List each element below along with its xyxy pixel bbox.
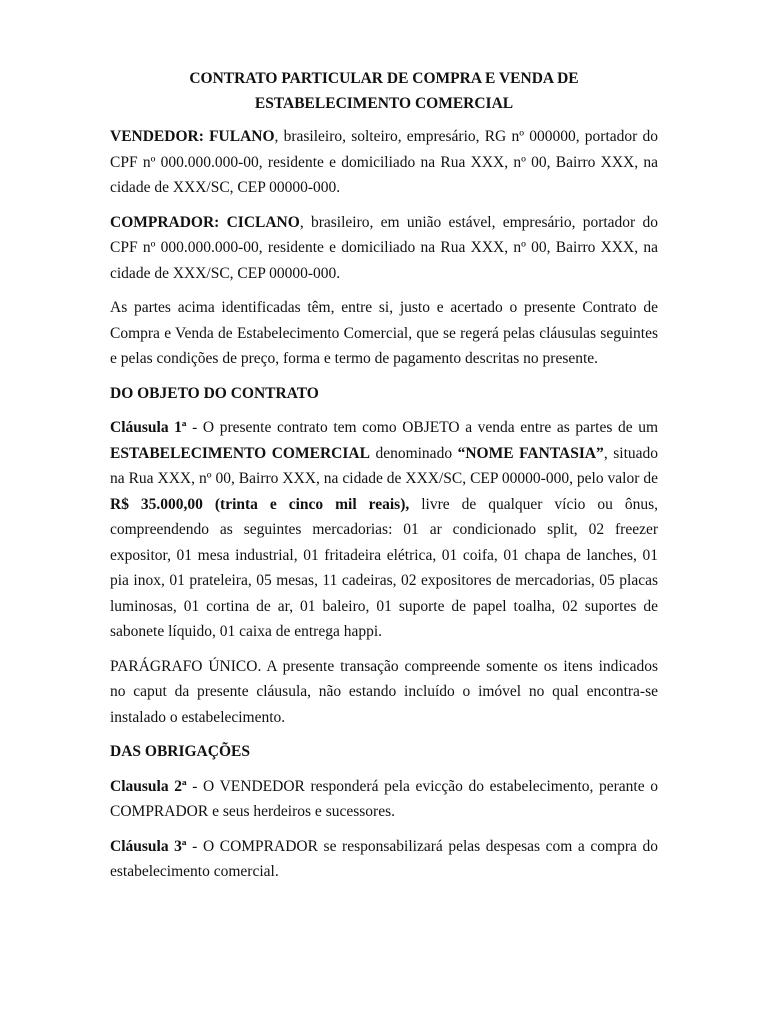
clause-1-text-2: denominado	[369, 444, 458, 462]
clause-2-label: Clausula 2ª	[110, 777, 187, 795]
buyer-label: COMPRADOR: CICLANO	[110, 213, 300, 231]
clause-3-paragraph	[110, 834, 658, 885]
title-line-1: CONTRATO PARTICULAR DE COMPRA E VENDA DE	[189, 70, 579, 87]
clause-1-paragraph	[110, 415, 658, 645]
clause-3-label: Cláusula 3ª	[110, 837, 187, 855]
seller-label: VENDEDOR: FULANO	[110, 128, 275, 145]
document-title	[110, 66, 658, 116]
clause-1-text-4: livre de qualquer vício ou ônus, compreendendo as seguintes mercadorias: 01 ar condicionado split, 02 freezer expositor, 01 mesa industrial, 01 fritadeira elétrica, 01 coifa, 01 chapa de lanches, 01 pia inox, 01 prateleira, 05 mesas, 11 cadeiras, 02 expositores de mercadorias, 05 placas luminosas, 01 cortina de ar, 01 baleiro, 01 suporte de papel toalha, 02 suportes de sabonete líquido, 01 caixa de entrega happi.	[110, 495, 658, 640]
seller-paragraph	[110, 124, 658, 201]
clause-3-text: - O COMPRADOR se responsabilizará pelas despesas com a compra do estabelecimento comercial.	[110, 837, 658, 880]
seller-text: , brasileiro, solteiro, empresário, RG nº 000000, portador do CPF nº 000.000.000-00, residente e domiciliado na Rua XXX, nº 00, Bairro XXX, na cidade de XXX/SC, CEP 00000-000.	[110, 128, 658, 196]
clause-1-text-1: - O presente contrato tem como OBJETO a venda entre as partes de um	[186, 419, 658, 436]
clause-2-text: - O VENDEDOR responderá pela evicção do estabelecimento, perante o COMPRADOR e seus herdeiros e sucessores.	[110, 777, 659, 820]
sole-paragraph: PARÁGRAFO ÚNICO. A presente transação compreende somente os itens indicados no caput da presente cláusula, não estando incluído o imóvel no qual encontra-se instalado o estabelecimento.	[110, 657, 658, 726]
clause-2-paragraph	[110, 774, 658, 825]
section-heading-obligations: DAS OBRIGAÇÕES	[110, 743, 250, 760]
buyer-text: , brasileiro, em união estável, empresário, portador do CPF nº 000.000.000-00, residente e domiciliado na Rua XXX, nº 00, Bairro XXX, na cidade de XXX/SC, CEP 00000-000.	[110, 213, 658, 282]
intro-paragraph: As partes acima identificadas têm, entre si, justo e acertado o presente Contrato de Compra e Venda de Estabelecimento Comercial, que se regerá pelas cláusulas seguintes e pelas condições de preço, forma e termo de pagamento descritas no presente.	[110, 299, 658, 367]
section-heading-object: DO OBJETO DO CONTRATO	[110, 384, 319, 402]
buyer-paragraph	[110, 210, 658, 287]
clause-1-label: Cláusula 1ª	[110, 419, 187, 436]
clause-1-text-3: , situado na Rua XXX, nº 00, Bairro XXX, na cidade de XXX/SC, CEP 00000-000, pelo valor de	[110, 444, 658, 487]
clause-1-bold-2: “NOME FANTASIA”	[457, 444, 604, 462]
clause-1-bold-1: ESTABELECIMENTO COMERCIAL	[110, 444, 370, 462]
title-line-2: ESTABELECIMENTO COMERCIAL	[254, 95, 514, 112]
clause-1-bold-3: R$ 35.000,00 (trinta e cinco mil reais),	[110, 495, 410, 513]
